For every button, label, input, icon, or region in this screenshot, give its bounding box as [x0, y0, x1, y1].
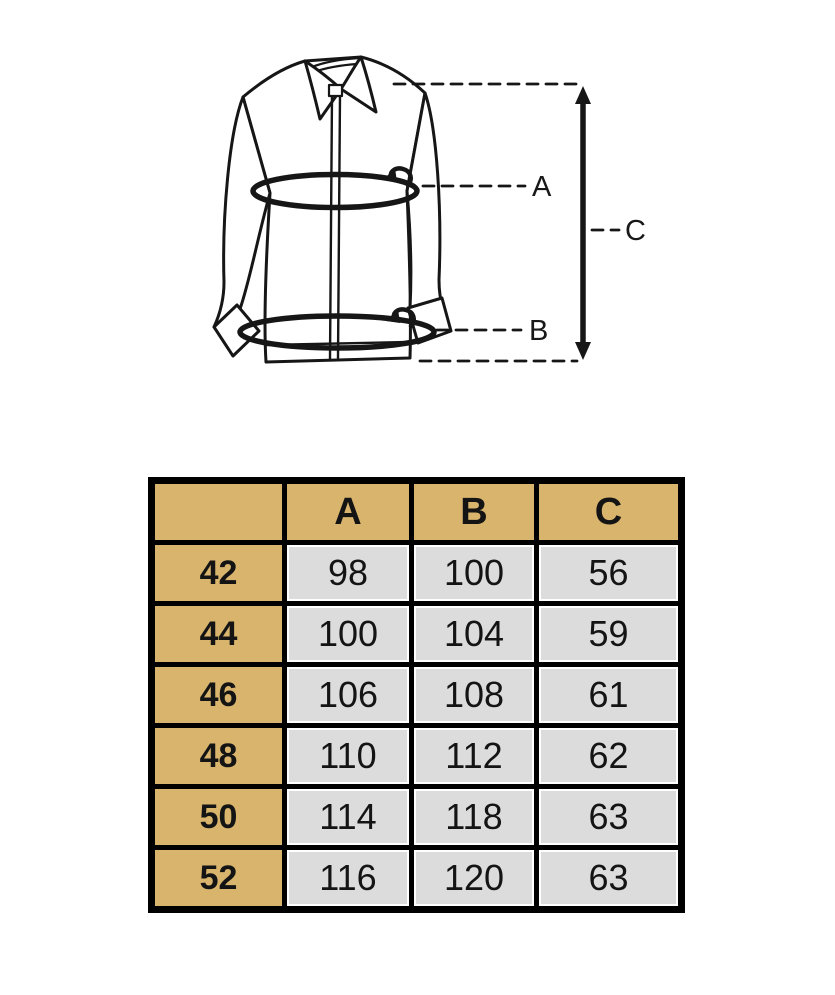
- value-c: 61: [537, 665, 682, 726]
- table-row: [152, 665, 682, 726]
- value-b: 112: [412, 726, 537, 787]
- size-label: 44: [152, 604, 285, 665]
- size-label: 42: [152, 543, 285, 604]
- size-label: 46: [152, 665, 285, 726]
- value-c: 59: [537, 604, 682, 665]
- header-cell-a: A: [285, 481, 412, 543]
- shirt-collar-button: [329, 85, 342, 96]
- header-cell-b: B: [412, 481, 537, 543]
- value-c: 62: [537, 726, 682, 787]
- shirt-measurement-diagram: [180, 40, 660, 400]
- size-table: [148, 477, 685, 913]
- table-row: [152, 604, 682, 665]
- value-c: 63: [537, 787, 682, 848]
- size-label: 52: [152, 848, 285, 910]
- value-c: 63: [537, 848, 682, 910]
- diagram-label-c: C: [625, 215, 646, 247]
- value-b: 104: [412, 604, 537, 665]
- value-a: 110: [285, 726, 412, 787]
- diagram-label-b: B: [529, 315, 549, 347]
- diagram-label-a: A: [532, 171, 552, 203]
- table-row: [152, 543, 682, 604]
- value-b: 118: [412, 787, 537, 848]
- table-row: [152, 787, 682, 848]
- value-a: 106: [285, 665, 412, 726]
- value-b: 108: [412, 665, 537, 726]
- table-row: [152, 848, 682, 910]
- header-cell-c: C: [537, 481, 682, 543]
- value-a: 116: [285, 848, 412, 910]
- value-b: 120: [412, 848, 537, 910]
- value-a: 98: [285, 543, 412, 604]
- length-arrow-head-top: [575, 86, 591, 104]
- size-label: 50: [152, 787, 285, 848]
- table-row: [152, 726, 682, 787]
- size-table-header-row: [152, 481, 682, 543]
- value-c: 56: [537, 543, 682, 604]
- length-arrow-head-bottom: [575, 342, 591, 360]
- header-cell-empty: [152, 481, 285, 543]
- value-a: 114: [285, 787, 412, 848]
- size-label: 48: [152, 726, 285, 787]
- value-a: 100: [285, 604, 412, 665]
- value-b: 100: [412, 543, 537, 604]
